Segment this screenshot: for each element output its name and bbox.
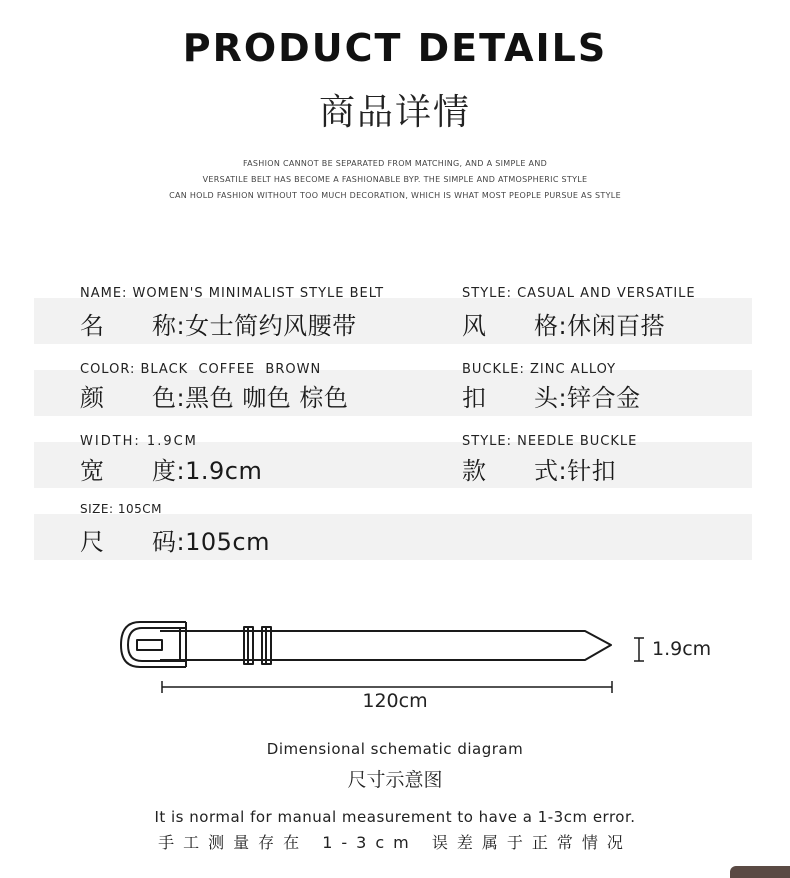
- diagram-caption-zh: 尺寸示意图: [347, 769, 443, 791]
- belt-strap: [160, 631, 611, 660]
- spec-label-char: 式:: [534, 457, 568, 485]
- measurement-note-zh: 手工测量存在 1-3cm 误差属于正常情况: [158, 833, 632, 852]
- spec-value: 1.9cm: [185, 457, 263, 485]
- diagram-caption-en: Dimensional schematic diagram: [266, 740, 524, 758]
- intro-line-3: CAN HOLD FASHION WITHOUT TOO MUCH DECORATION, WHICH IS WHAT MOST PEOPLE PURSUE AS STYLE: [169, 191, 621, 200]
- spec-width-en: WIDTH: 1.9CM: [80, 434, 198, 449]
- spec-buckle-zh: [462, 378, 641, 413]
- spec-width-zh: [80, 451, 262, 486]
- spec-label-char: 头:: [534, 384, 568, 412]
- spec-color-en: COLOR: BLACK COFFEE BROWN: [80, 362, 322, 377]
- spec-name-en: NAME: WOMEN'S MINIMALIST STYLE BELT: [80, 286, 385, 301]
- spec-label-char: 度:: [152, 457, 186, 485]
- corner-decoration: [730, 866, 790, 878]
- measurement-note-en: It is normal for manual measurement to have a 1-3cm error.: [154, 808, 636, 826]
- spec-label-char: 风: [462, 312, 487, 340]
- spec-buckle-style-zh: [462, 451, 616, 486]
- spec-value: 针扣: [567, 457, 617, 485]
- spec-size-zh: [80, 522, 270, 557]
- spec-label-char: 码:: [152, 528, 186, 556]
- spec-label-char: 格:: [534, 312, 568, 340]
- spec-label-char: 色:: [152, 384, 186, 412]
- width-dimension-label: 1.9cm: [652, 638, 712, 660]
- buckle-prong: [137, 640, 162, 650]
- spec-buckle-en: BUCKLE: ZINC ALLOY: [462, 362, 617, 377]
- spec-label-char: 宽: [80, 457, 105, 485]
- spec-size-en: SIZE: 105CM: [80, 502, 162, 516]
- spec-value: 黑色 咖色 棕色: [185, 384, 349, 412]
- spec-label-char: 尺: [80, 528, 105, 556]
- spec-label-char: 颜: [80, 384, 105, 412]
- page-title-chinese: 商品详情: [318, 92, 471, 133]
- spec-buckle-style-en: STYLE: NEEDLE BUCKLE: [462, 434, 638, 449]
- spec-label-char: 名: [80, 312, 105, 340]
- spec-name-zh: [80, 306, 357, 341]
- spec-style-en: STYLE: CASUAL AND VERSATILE: [462, 286, 696, 301]
- page-title: PRODUCT DETAILS: [182, 26, 608, 70]
- spec-value: 女士简约风腰带: [185, 312, 357, 340]
- spec-label-char: 扣: [462, 384, 487, 412]
- length-dimension-label: 120cm: [362, 690, 428, 712]
- spec-style-zh: [462, 306, 665, 341]
- spec-label-char: 款: [462, 457, 487, 485]
- spec-value: 105cm: [185, 528, 270, 556]
- spec-value: 休闲百搭: [567, 312, 666, 340]
- spec-value: 锌合金: [567, 384, 641, 412]
- spec-label-char: 称:: [152, 312, 186, 340]
- spec-color-zh: [80, 378, 348, 413]
- intro-line-1: FASHION CANNOT BE SEPARATED FROM MATCHING, AND A SIMPLE AND: [242, 159, 548, 168]
- intro-line-2: VERSATILE BELT HAS BECOME A FASHIONABLE BYP. THE SIMPLE AND ATMOSPHERIC STYLE: [202, 175, 588, 184]
